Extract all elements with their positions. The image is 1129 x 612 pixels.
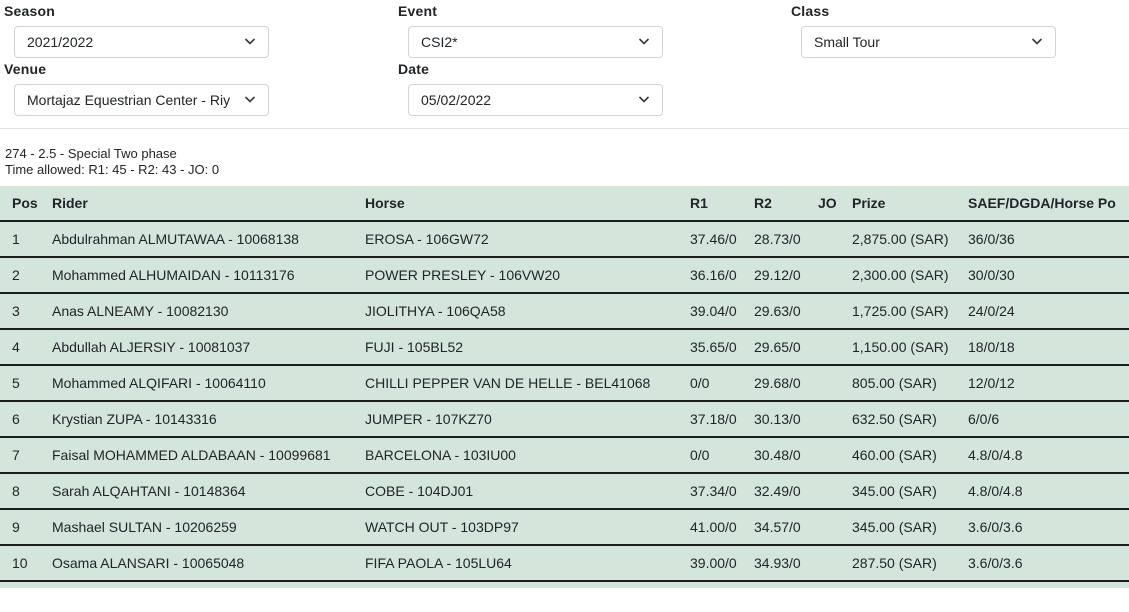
cell-horse: COBE - 104DJ01 — [353, 473, 678, 509]
header-horse: Horse — [353, 186, 678, 221]
cell-r1: 39.00/0 — [678, 545, 742, 581]
cell-jo — [806, 329, 840, 365]
cell-horse: CHILLI PEPPER VAN DE HELLE - BEL41068 — [353, 365, 678, 401]
chevron-down-icon — [244, 36, 256, 46]
venue-value: Mortajaz Equestrian Center - Riy — [27, 92, 231, 108]
cell-empty — [742, 581, 806, 588]
cell-points: 12/0/12 — [956, 365, 1129, 401]
header-points: SAEF/DGDA/Horse Po — [956, 186, 1129, 221]
cell-rider: Faisal MOHAMMED ALDABAAN - 10099681 — [40, 437, 353, 473]
date-field — [398, 60, 663, 116]
cell-pos: 3 — [0, 293, 40, 329]
cell-r2: 34.93/0 — [742, 545, 806, 581]
season-label: Season — [4, 3, 55, 19]
class-field — [791, 2, 1056, 58]
results-table — [0, 186, 1129, 588]
cell-r1: 39.04/0 — [678, 293, 742, 329]
cell-points: 6/0/6 — [956, 401, 1129, 437]
cell-horse: BARCELONA - 103IU00 — [353, 437, 678, 473]
cell-r2: 30.48/0 — [742, 437, 806, 473]
cell-horse: JIOLITHYA - 106QA58 — [353, 293, 678, 329]
table-row — [0, 437, 1129, 473]
header-prize: Prize — [840, 186, 956, 221]
cell-prize: 345.00 (SAR) — [840, 509, 956, 545]
cell-empty — [0, 581, 40, 588]
cell-horse: POWER PRESLEY - 106VW20 — [353, 257, 678, 293]
cell-prize: 345.00 (SAR) — [840, 473, 956, 509]
cell-r2: 28.73/0 — [742, 221, 806, 257]
class-title: 274 - 2.5 - Special Two phase — [5, 146, 177, 161]
table-row — [0, 221, 1129, 257]
cell-jo — [806, 473, 840, 509]
venue-field — [4, 60, 269, 116]
cell-r2: 29.65/0 — [742, 329, 806, 365]
cell-prize: 632.50 (SAR) — [840, 401, 956, 437]
cell-empty — [806, 581, 840, 588]
venue-label: Venue — [4, 61, 47, 77]
date-value: 05/02/2022 — [421, 92, 492, 108]
cell-rider: Abdulrahman ALMUTAWAA - 10068138 — [40, 221, 353, 257]
chevron-down-icon — [638, 36, 650, 46]
cell-empty — [678, 581, 742, 588]
cell-empty — [353, 581, 678, 588]
class-value: Small Tour — [814, 34, 880, 50]
event-select[interactable] — [408, 26, 663, 58]
cell-jo — [806, 401, 840, 437]
table-row — [0, 473, 1129, 509]
header-pos: Pos — [0, 186, 40, 221]
time-allowed: Time allowed: R1: 45 - R2: 43 - JO: 0 — [5, 162, 220, 177]
cell-rider: Mashael SULTAN - 10206259 — [40, 509, 353, 545]
cell-jo — [806, 545, 840, 581]
table-row — [0, 401, 1129, 437]
cell-prize: 2,300.00 (SAR) — [840, 257, 956, 293]
table-row — [0, 365, 1129, 401]
cell-empty — [956, 581, 1129, 588]
table-row — [0, 545, 1129, 581]
season-field — [4, 2, 269, 58]
cell-jo — [806, 437, 840, 473]
cell-rider: Krystian ZUPA - 10143316 — [40, 401, 353, 437]
season-value: 2021/2022 — [27, 34, 94, 50]
chevron-down-icon — [638, 94, 650, 104]
cell-r1: 37.46/0 — [678, 221, 742, 257]
cell-r2: 34.57/0 — [742, 509, 806, 545]
cell-points: 30/0/30 — [956, 257, 1129, 293]
header-jo: JO — [806, 186, 840, 221]
date-select[interactable] — [408, 84, 663, 116]
cell-pos: 5 — [0, 365, 40, 401]
cell-r2: 29.68/0 — [742, 365, 806, 401]
cell-jo — [806, 293, 840, 329]
header-r1: R1 — [678, 186, 742, 221]
cell-points: 24/0/24 — [956, 293, 1129, 329]
table-row — [0, 257, 1129, 293]
cell-horse: JUMPER - 107KZ70 — [353, 401, 678, 437]
cell-empty — [840, 581, 956, 588]
cell-points: 18/0/18 — [956, 329, 1129, 365]
table-row-cut-off — [0, 581, 1129, 588]
cell-pos: 6 — [0, 401, 40, 437]
cell-r1: 0/0 — [678, 437, 742, 473]
class-label: Class — [791, 3, 830, 19]
cell-r1: 41.00/0 — [678, 509, 742, 545]
cell-r2: 32.49/0 — [742, 473, 806, 509]
cell-prize: 1,150.00 (SAR) — [840, 329, 956, 365]
cell-pos: 7 — [0, 437, 40, 473]
cell-pos: 8 — [0, 473, 40, 509]
header-rider: Rider — [40, 186, 353, 221]
cell-jo — [806, 365, 840, 401]
cell-pos: 9 — [0, 509, 40, 545]
class-info — [5, 146, 219, 178]
chevron-down-icon — [244, 94, 256, 104]
cell-r2: 30.13/0 — [742, 401, 806, 437]
event-label: Event — [398, 3, 438, 19]
cell-r1: 37.34/0 — [678, 473, 742, 509]
cell-rider: Mohammed ALQIFARI - 10064110 — [40, 365, 353, 401]
cell-jo — [806, 221, 840, 257]
cell-prize: 805.00 (SAR) — [840, 365, 956, 401]
cell-r2: 29.63/0 — [742, 293, 806, 329]
cell-horse: FIFA PAOLA - 105LU64 — [353, 545, 678, 581]
cell-points: 4.8/0/4.8 — [956, 437, 1129, 473]
table-row — [0, 329, 1129, 365]
cell-rider: Mohammed ALHUMAIDAN - 10113176 — [40, 257, 353, 293]
cell-horse: WATCH OUT - 103DP97 — [353, 509, 678, 545]
cell-points: 3.6/0/3.6 — [956, 509, 1129, 545]
cell-jo — [806, 257, 840, 293]
event-value: CSI2* — [421, 34, 458, 50]
cell-r1: 36.16/0 — [678, 257, 742, 293]
cell-prize: 1,725.00 (SAR) — [840, 293, 956, 329]
cell-pos: 4 — [0, 329, 40, 365]
header-r2: R2 — [742, 186, 806, 221]
cell-r2: 29.12/0 — [742, 257, 806, 293]
venue-select[interactable] — [14, 84, 269, 116]
cell-empty — [40, 581, 353, 588]
cell-jo — [806, 509, 840, 545]
cell-pos: 10 — [0, 545, 40, 581]
cell-pos: 2 — [0, 257, 40, 293]
chevron-down-icon — [1031, 36, 1043, 46]
cell-pos: 1 — [0, 221, 40, 257]
table-row — [0, 509, 1129, 545]
header-row — [0, 186, 1129, 221]
table-row — [0, 293, 1129, 329]
cell-points: 4.8/0/4.8 — [956, 473, 1129, 509]
cell-rider: Sarah ALQAHTANI - 10148364 — [40, 473, 353, 509]
date-label: Date — [398, 61, 430, 77]
cell-r1: 35.65/0 — [678, 329, 742, 365]
cell-rider: Osama ALANSARI - 10065048 — [40, 545, 353, 581]
event-field — [398, 2, 663, 58]
cell-r1: 37.18/0 — [678, 401, 742, 437]
filter-panel — [0, 0, 1129, 129]
cell-horse: FUJI - 105BL52 — [353, 329, 678, 365]
cell-prize: 460.00 (SAR) — [840, 437, 956, 473]
cell-prize: 2,875.00 (SAR) — [840, 221, 956, 257]
cell-horse: EROSA - 106GW72 — [353, 221, 678, 257]
cell-points: 36/0/36 — [956, 221, 1129, 257]
cell-points: 3.6/0/3.6 — [956, 545, 1129, 581]
class-select[interactable] — [801, 26, 1056, 58]
season-select[interactable] — [14, 26, 269, 58]
cell-r1: 0/0 — [678, 365, 742, 401]
cell-prize: 287.50 (SAR) — [840, 545, 956, 581]
cell-rider: Anas ALNEAMY - 10082130 — [40, 293, 353, 329]
cell-rider: Abdullah ALJERSIY - 10081037 — [40, 329, 353, 365]
